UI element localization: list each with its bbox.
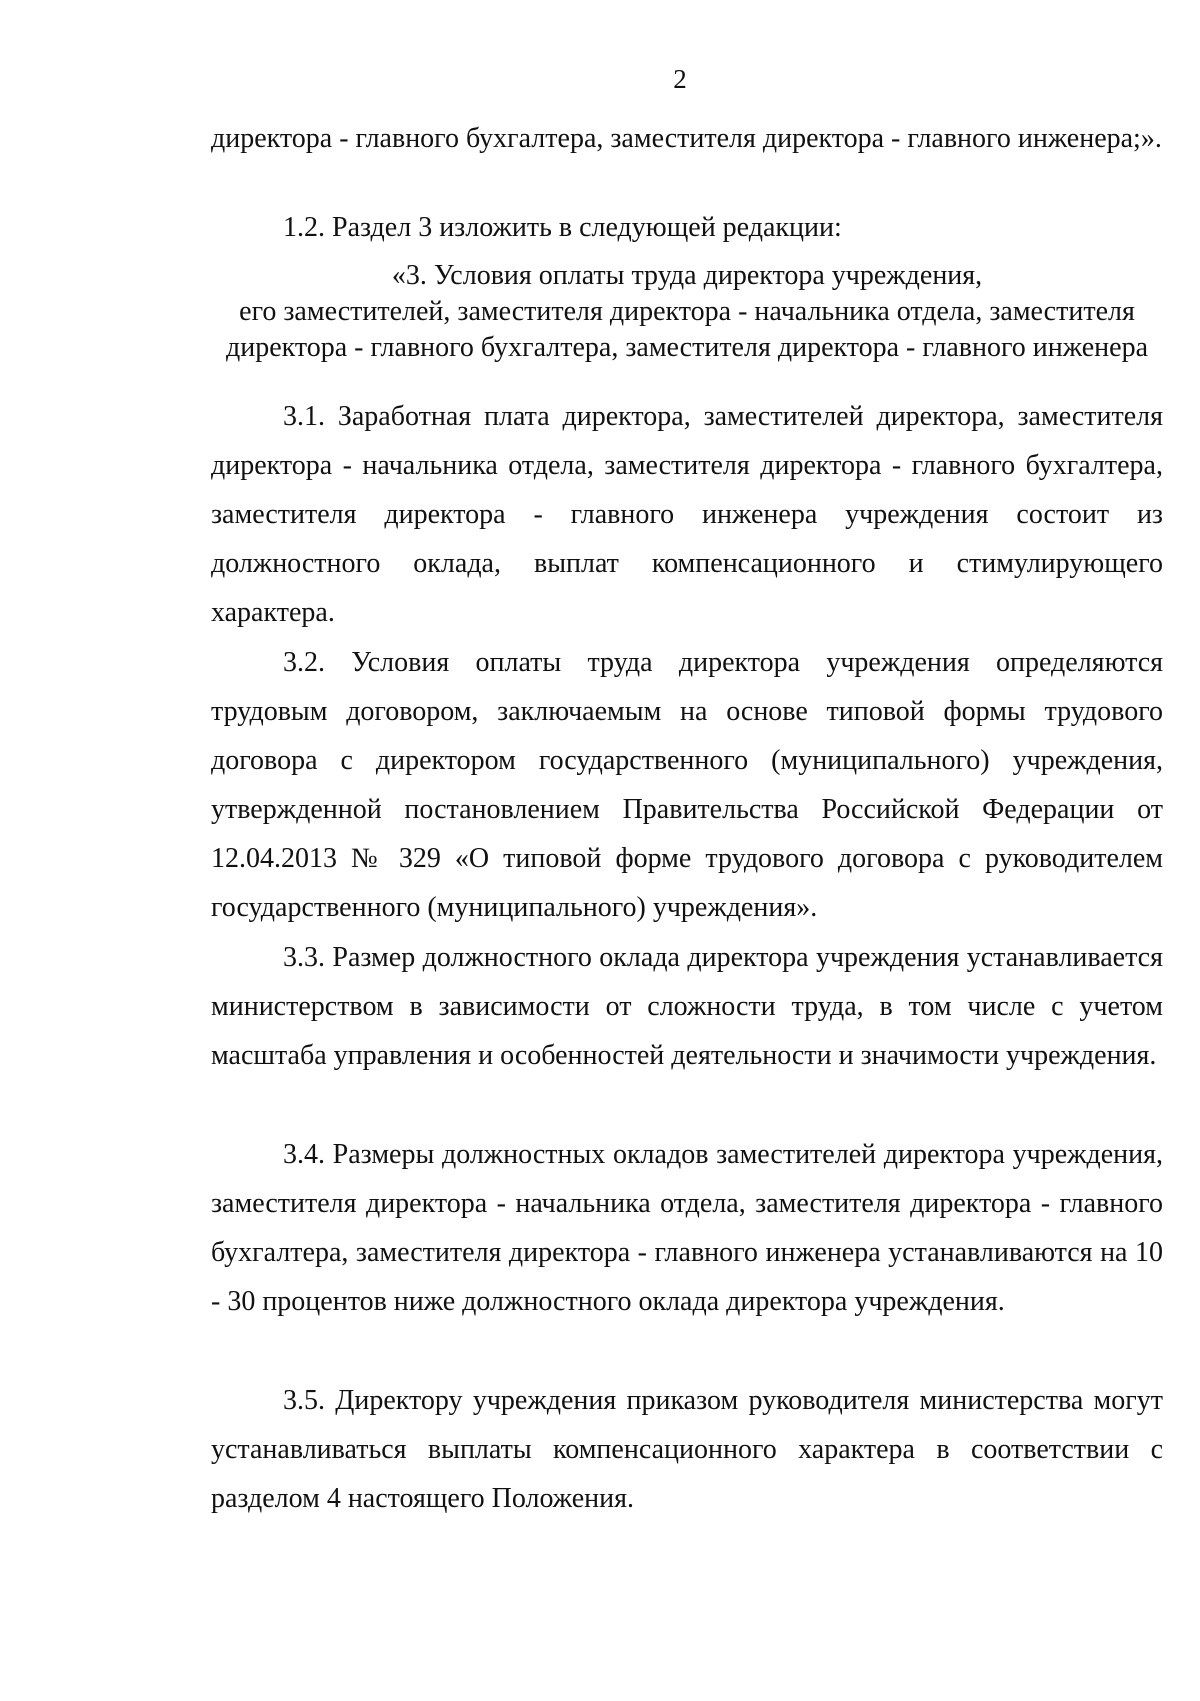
- section-heading-line-3: директора - главного бухгалтера, заместителя директора - главного инженера: [225, 332, 1149, 363]
- item-1-2: 1.2. Раздел 3 изложить в следующей редакции:: [283, 212, 842, 243]
- paragraph-3-3: 3.3. Размер должностного оклада директора учреждения устанавливается министерством в зависимости от сложности труда, в том числе с учетом масштаба управления и особенностей деятельности и значимости учреждения.: [211, 942, 1163, 1071]
- section-heading-line-2: его заместителей, заместителя директора - начальника отдела, заместителя: [239, 296, 1135, 327]
- paragraph-3-1: 3.1. Заработная плата директора, заместителей директора, заместителя директора - начальника отдела, заместителя директора - главного бухгалтера, заместителя директора - главного инженера учреждения состоит из должностного оклада, выплат компенсационного и стимулирующего характера.: [211, 401, 1163, 628]
- paragraph-3-5: 3.5. Директору учреждения приказом руководителя министерства могут устанавливаться выплаты компенсационного характера в соответствии с разделом 4 настоящего Положения.: [211, 1385, 1163, 1514]
- section-heading: [211, 258, 1163, 366]
- paragraph-3-4: 3.4. Размеры должностных окладов заместителей директора учреждения, заместителя директора - начальника отдела, заместителя директора - главного бухгалтера, заместителя директора - главного инженера устанавливаются на 10 - 30 процентов ниже должностного оклада директора учреждения.: [211, 1139, 1163, 1317]
- paragraph-3-2: 3.2. Условия оплаты труда директора учреждения определяются трудовым договором, заключаемым на основе типовой формы трудового договора с директором государственного (муниципального) учреждения, утвержденной постановлением Правительства Российской Федерации от 12.04.2013 № 329 «О типовой форме трудового договора с руководителем государственного (муниципального) учреждения».: [211, 647, 1163, 923]
- page-number: 2: [673, 64, 687, 94]
- continuation-paragraph: директора - главного бухгалтера, заместителя директора - главного инженера;».: [211, 123, 1162, 154]
- section-heading-line-1: «3. Условия оплаты труда директора учреждения,: [391, 260, 983, 291]
